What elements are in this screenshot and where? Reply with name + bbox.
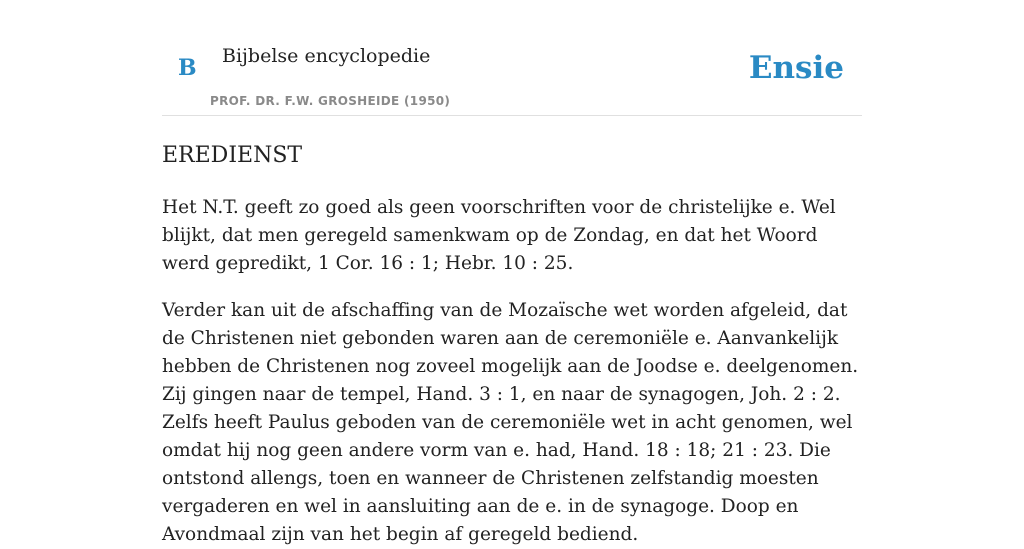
book-title[interactable]: Bijbelse encyclopedie (222, 45, 431, 67)
brand-logo-link[interactable]: Ensie (748, 50, 844, 86)
book-logo[interactable]: B (178, 55, 197, 81)
book-author: PROF. DR. F.W. GROSHEIDE (1950) (210, 94, 451, 108)
entry-title: EREDIENST (162, 143, 303, 168)
entry-paragraph-2: Verder kan uit de afschaffing van de Mozaïsche wet worden afgeleid, dat de Christenen niet gebonden waren aan de ceremoniële e. Aanvankelijk hebben de Christenen nog zoveel mogelijk aan de Joodse e. deelgenomen. Zij gingen naar de tempel, Hand. 3 : 1, en naar de synagogen, Joh. 2 : 2. Zelfs heeft Paulus geboden van de ceremoniële wet in acht genomen, wel omdat hij nog geen andere vorm van e. had, Hand. 18 : 18; 21 : 23. Die ontstond allengs, toen en wanneer de Christenen zelfstandig moesten vergaderen en wel in aansluiting aan de e. in de synagoge. Doop en Avondmaal zijn van het begin af geregeld bediend. (162, 300, 859, 545)
book-header (162, 0, 862, 116)
entry-paragraph-1: Het N.T. geeft zo goed als geen voorschriften voor de christelijke e. Wel blijkt, dat men geregeld samenkwam op de Zondag, en dat het Woord werd gepredikt, 1 Cor. 16 : 1; Hebr. 10 : 25. (162, 197, 836, 274)
article-page (162, 0, 862, 549)
